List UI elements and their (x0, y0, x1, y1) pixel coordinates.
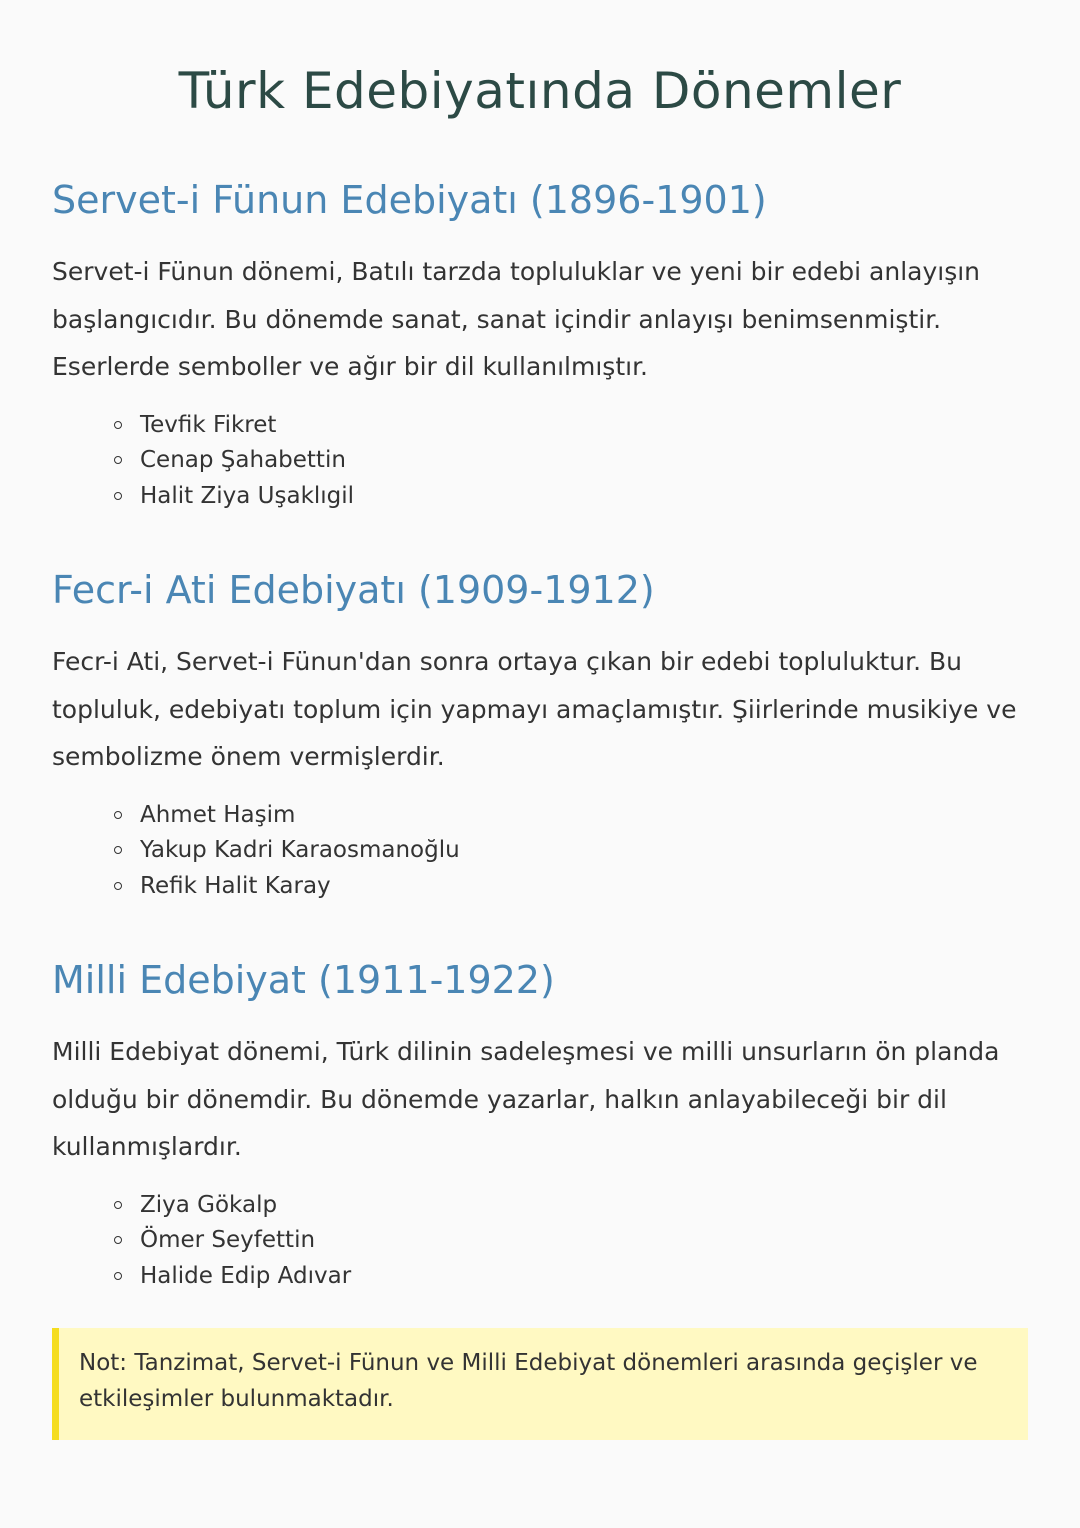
circle-bullet-icon (114, 811, 122, 819)
circle-bullet-icon (114, 492, 122, 500)
circle-bullet-icon (114, 1201, 122, 1209)
author-name: Yakup Kadri Karaosmanoğlu (140, 837, 460, 863)
list-item (112, 479, 1028, 515)
author-name: Halit Ziya Uşaklıgil (140, 482, 355, 509)
circle-bullet-icon (114, 421, 122, 429)
author-name: Ömer Seyfettin (140, 1227, 316, 1253)
note-text: Not: Tanzimat, Servet-i Fünun ve Milli Edebiyat dönemleri arasında geçişler ve etkileşimler bulunmaktadır. (79, 1350, 978, 1412)
circle-bullet-icon (114, 846, 122, 854)
author-name: Tevfik Fikret (140, 411, 277, 438)
author-name: Ziya Gökalp (140, 1191, 278, 1218)
section-heading: Servet-i Fünun Edebiyatı (1896-1901) (52, 178, 767, 222)
section-heading: Fecr-i Ati Edebiyatı (1909-1912) (52, 568, 655, 612)
list-item (112, 1259, 1028, 1295)
circle-bullet-icon (114, 1236, 122, 1244)
page-title: Türk Edebiyatında Dönemler (178, 62, 902, 120)
list-item (112, 798, 1028, 834)
section-heading: Milli Edebiyat (1911-1922) (52, 958, 555, 1002)
list-item (112, 443, 1028, 479)
circle-bullet-icon (114, 456, 122, 464)
author-name: Refik Halit Karay (140, 872, 331, 899)
section-fecr-i-ati (52, 564, 1028, 904)
circle-bullet-icon (114, 1272, 122, 1280)
note-callout (52, 1328, 1028, 1440)
author-name: Halide Edip Adıvar (140, 1262, 352, 1289)
author-list (52, 408, 1028, 515)
section-milli-edebiyat (52, 954, 1028, 1294)
list-item (112, 1223, 1028, 1259)
author-name: Cenap Şahabettin (140, 447, 346, 473)
section-paragraph: Fecr-i Ati, Servet-i Fünun'dan sonra ortaya çıkan bir edebi topluluktur. Bu topluluk, edebiyatı toplum için yapmayı amaçlamıştır. Şiirlerinde musikiye ve sembolizme önem vermişlerdir. (52, 647, 1017, 771)
list-item (112, 869, 1028, 905)
author-list (52, 1188, 1028, 1295)
section-servet-i-funun (52, 174, 1028, 514)
list-item (112, 833, 1028, 869)
author-name: Ahmet Haşim (140, 801, 296, 828)
section-paragraph: Servet-i Fünun dönemi, Batılı tarzda topluluklar ve yeni bir edebi anlayışın başlangıcıdır. Bu dönemde sanat, sanat içindir anlayışı benimsenmiştir. Eserlerde semboller ve ağır bir dil kullanılmıştır. (52, 257, 981, 381)
section-paragraph: Milli Edebiyat dönemi, Türk dilinin sadeleşmesi ve milli unsurların ön planda olduğu bir dönemdir. Bu dönemde yazarlar, halkın anlayabileceği bir dil kullanmışlardır. (52, 1037, 1000, 1161)
author-list (52, 798, 1028, 905)
list-item (112, 408, 1028, 444)
circle-bullet-icon (114, 882, 122, 890)
list-item (112, 1188, 1028, 1224)
